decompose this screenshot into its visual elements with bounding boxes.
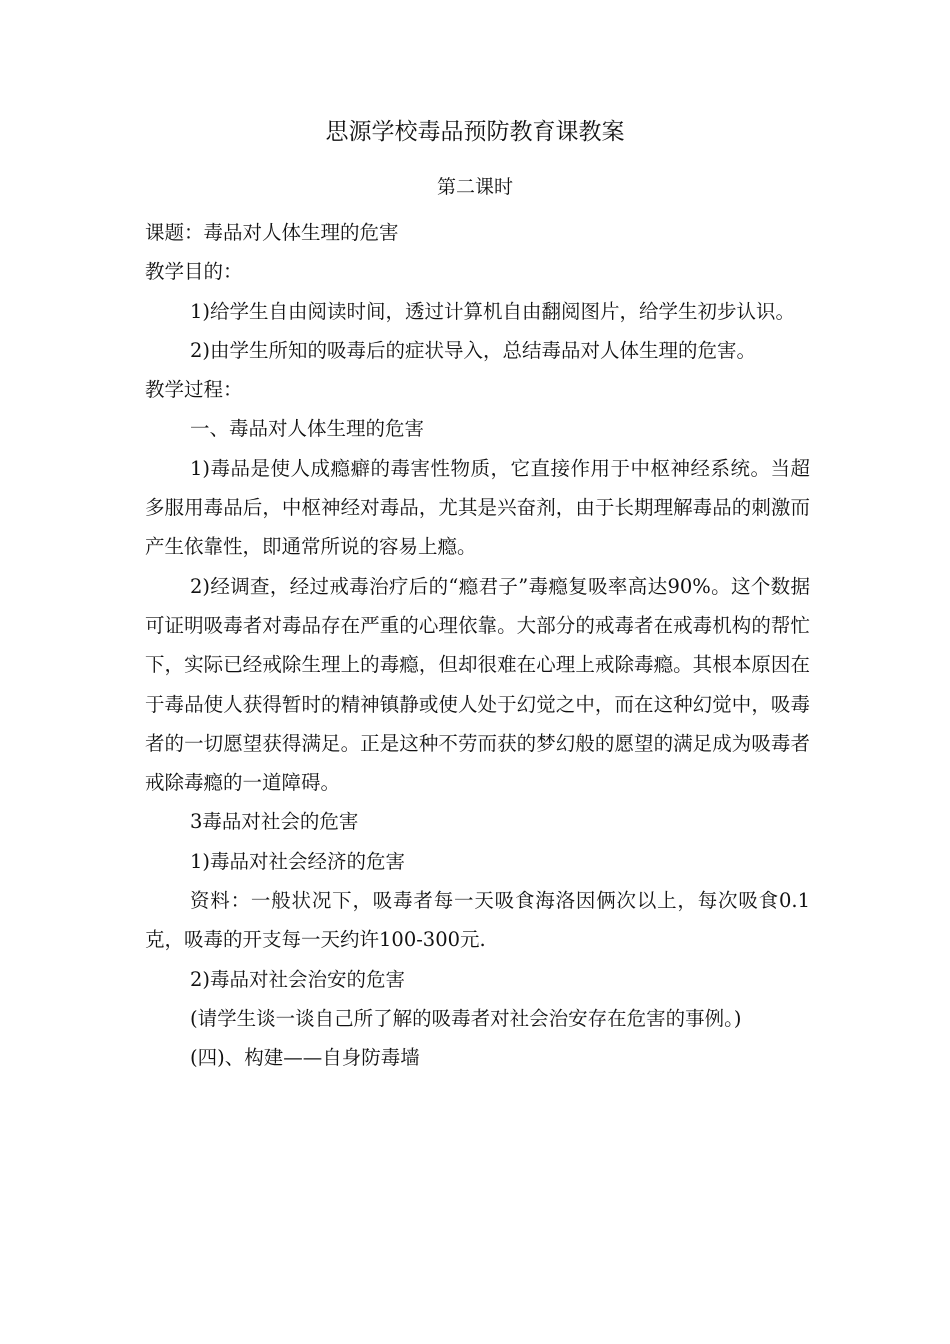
lesson-topic: 课题：毒品对人体生理的危害: [145, 221, 399, 244]
subsection-heading: 1)毒品对社会经济的危害: [190, 849, 406, 873]
objective-item: 1)给学生自由阅读时间，透过计算机自由翻阅图片，给学生初步认识。: [190, 299, 796, 323]
body-paragraph: (请学生谈一谈自己所了解的吸毒者对社会治安存在危害的事例。): [190, 1006, 742, 1030]
document-body: [145, 213, 810, 1078]
subsection-heading: 3毒品对社会的危害: [190, 810, 359, 834]
body-paragraph: 2)经调查，经过戒毒治疗后的“瘾君子”毒瘾复吸率高达90%。这个数据可证明吸毒者对毒品存在严重的心理依靠。大部分的戒毒者在戒毒机构的帮忙下，实际已经戒除生理上的毒瘾，但却很难在心理上戒除毒瘾。其根本原因在于毒品使人获得暂时的精神镇静或使人处于幻觉之中，而在这种幻觉中，吸毒者的一切愿望获得满足。正是这种不劳而获的梦幻般的愿望的满足成为吸毒者戒除毒瘾的一道障碍。: [145, 574, 810, 795]
body-paragraph: 资料：一般状况下，吸毒者每一天吸食海洛因俩次以上，每次吸食0.1克，吸毒的开支每一天约许100-300元.: [145, 889, 810, 952]
objective-item: 2)由学生所知的吸毒后的症状导入，总结毒品对人体生理的危害。: [190, 338, 757, 362]
document-title: 思源学校毒品预防教育课教案: [325, 119, 625, 145]
section-heading-process: 教学过程：: [145, 378, 243, 402]
subsection-heading: 2)毒品对社会治安的危害: [190, 967, 406, 991]
body-paragraph: 1)毒品是使人成瘾癖的毒害性物质，它直接作用于中枢神经系统。当超多服用毒品后，中枢神经对毒品，尤其是兴奋剂，由于长期理解毒品的刺激而产生依靠性，即通常所说的容易上瘾。: [145, 456, 810, 559]
subsection-heading: 一、毒品对人体生理的危害: [190, 417, 425, 441]
section-heading-objectives: 教学目的：: [145, 260, 243, 284]
subsection-heading: (四)、构建——自身防毒墙: [190, 1046, 420, 1070]
lesson-number: 第二课时: [436, 176, 513, 198]
